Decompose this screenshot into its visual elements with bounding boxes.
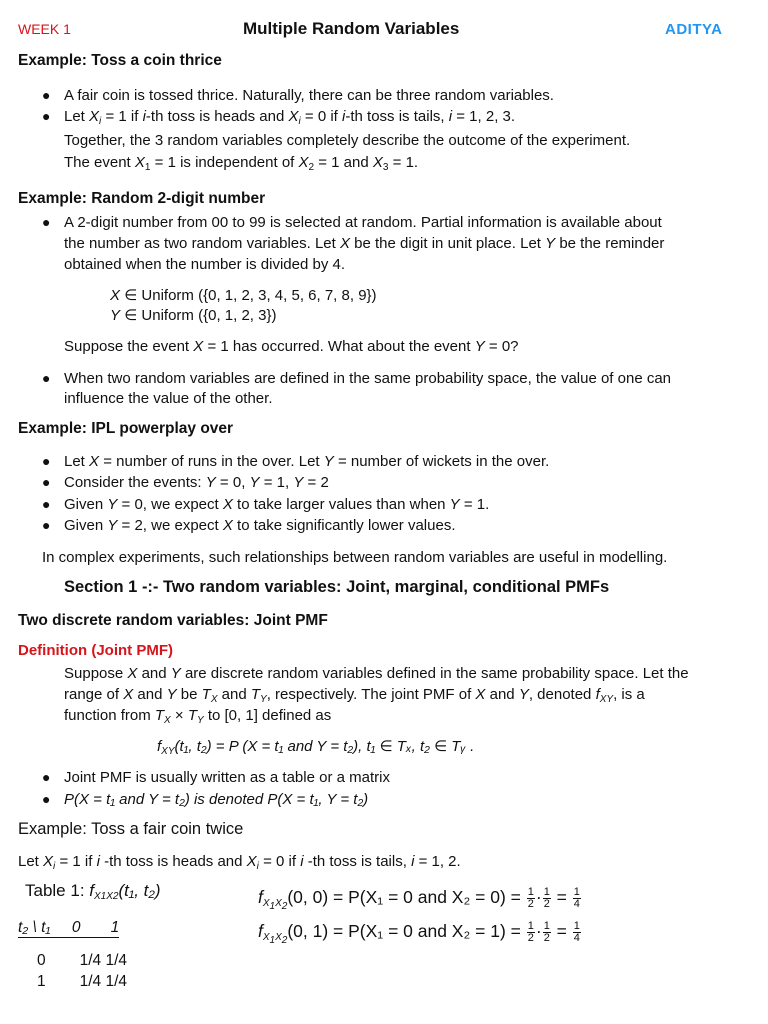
bullet-icon: ●	[42, 769, 51, 785]
x-distribution: X ∈ Uniform ({0, 1, 2, 3, 4, 5, 6, 7, 8, 9})	[110, 287, 377, 304]
joint-pmf-bullet-2: P(X = t₁ and Y = t₂) is denoted P(X = t₁, Y = t₂)	[64, 791, 369, 808]
bullet-icon: ●	[42, 474, 51, 490]
table-row: 0 1/4 1/4	[37, 952, 128, 969]
bullet-icon: ●	[42, 791, 51, 807]
coin-thrice-bullet-2: Let $X_i = 1$ if i-th toss is heads and $X_i = 0$ if i-th toss is tails, i = 1, 2, 3.	[64, 108, 516, 127]
bullet-icon: ●	[42, 453, 51, 469]
heading-coin-twice: Example: Toss a fair coin twice	[18, 820, 244, 838]
random-2digit-bullet-2-line-2: influence the value of the other.	[64, 390, 273, 407]
suppose-event: Suppose the event X = 1 has occurred. What about the event Y = 0?	[64, 338, 519, 355]
heading-ipl: Example: IPL powerplay over	[18, 420, 234, 437]
joint-pmf-heading: Two discrete random variables: Joint PMF	[18, 612, 328, 629]
week-label: WEEK 1	[18, 21, 71, 37]
random-2digit-bullet-2-line-1: When two random variables are defined in the same probability space, the value of one can	[64, 370, 672, 387]
ipl-bullet-4: Given Y = 2, we expect X to take significantly lower values.	[64, 517, 456, 534]
random-2digit-line-1: A 2-digit number from 00 to 99 is selected at random. Partial information is available about	[64, 214, 662, 231]
random-2digit-line-3: obtained when the number is divided by 4.	[64, 256, 346, 273]
page-title: Multiple Random Variables	[243, 19, 460, 38]
ipl-bullet-2: Consider the events: Y = 0, Y = 1, Y = 2	[64, 474, 329, 491]
brand-logo: ADITYA	[665, 21, 723, 38]
bullet-icon: ●	[42, 108, 51, 124]
section-title: Section 1 -:- Two random variables: Joint, marginal, conditional PMFs	[64, 578, 610, 596]
coin-twice-let: Let $X_i = 1$ if i -th toss is heads and $X_i = 0$ if i -th toss is tails, i = 1, 2.	[18, 853, 461, 872]
joint-pmf-bullet-1: Joint PMF is usually written as a table or a matrix	[64, 769, 390, 786]
bullet-icon: ●	[42, 496, 51, 512]
joint-pmf-formula: $f_{XY}(t_1$, t₂) = P (X = t₁ and Y = t₂), t₁ ∈ Tₓ, t₂ ∈ Tᵧ .	[157, 738, 475, 757]
equation-2: $f_{X_1X_2}(0$, 1) = P(X₁ = 0 and X₂ = 1) = $\frac{1}{2}$ · $\frac{1}{2}$ = $\frac{1}{4}$	[258, 920, 580, 947]
bullet-icon: ●	[42, 517, 51, 533]
definition-label: Definition (Joint PMF)	[18, 642, 173, 659]
heading-random-2digit: Example: Random 2-digit number	[18, 190, 266, 207]
coin-thrice-line-4: The event $X_1 = 1$ is independent of $X_2 = 1$ and $X_3 = 1$.	[64, 154, 419, 173]
bullet-icon: ●	[42, 214, 51, 230]
ipl-bullet-1: Let X = number of runs in the over. Let Y = number of wickets in the over.	[64, 453, 550, 470]
ipl-summary: In complex experiments, such relationships between random variables are useful in modelling.	[42, 549, 668, 566]
bullet-icon: ●	[42, 87, 51, 103]
table-row: 1 1/4 1/4	[37, 973, 128, 990]
coin-thrice-line-3: Together, the 3 random variables completely describe the outcome of the experiment.	[64, 132, 631, 149]
bullet-icon: ●	[42, 370, 51, 386]
table-header: t₂ \ t₁ 0 1	[18, 919, 120, 936]
definition-line-1: Suppose X and Y are discrete random variables defined in the same probability space. Let the	[64, 665, 689, 682]
random-2digit-line-2: the number as two random variables. Let X be the digit in unit place. Let Y be the reminder	[64, 235, 665, 252]
definition-line-3: function from $T_X \times T_Y$ to [0, 1] defined as	[64, 707, 332, 726]
equation-1: $f_{X_1X_2}(0$, 0) = P(X₁ = 0 and X₂ = 0) = $\frac{1}{2}$ · $\frac{1}{2}$ = $\frac{1}{4}$	[258, 886, 580, 913]
ipl-bullet-3: Given Y = 0, we expect X to take larger values than when Y = 1.	[64, 496, 490, 513]
coin-thrice-bullet-1: A fair coin is tossed thrice. Naturally, there can be three random variables.	[64, 87, 554, 104]
table-caption: Table 1: $f_{X1X2}(t_1$, t₂)	[25, 881, 161, 902]
y-distribution: Y ∈ Uniform ({0, 1, 2, 3})	[110, 307, 277, 324]
heading-coin-thrice: Example: Toss a coin thrice	[18, 52, 222, 69]
definition-line-2: range of X and Y be $T_X$ and $T_Y$, respectively. The joint PMF of X and Y, denoted $f_{XY}$, is a	[64, 686, 645, 705]
